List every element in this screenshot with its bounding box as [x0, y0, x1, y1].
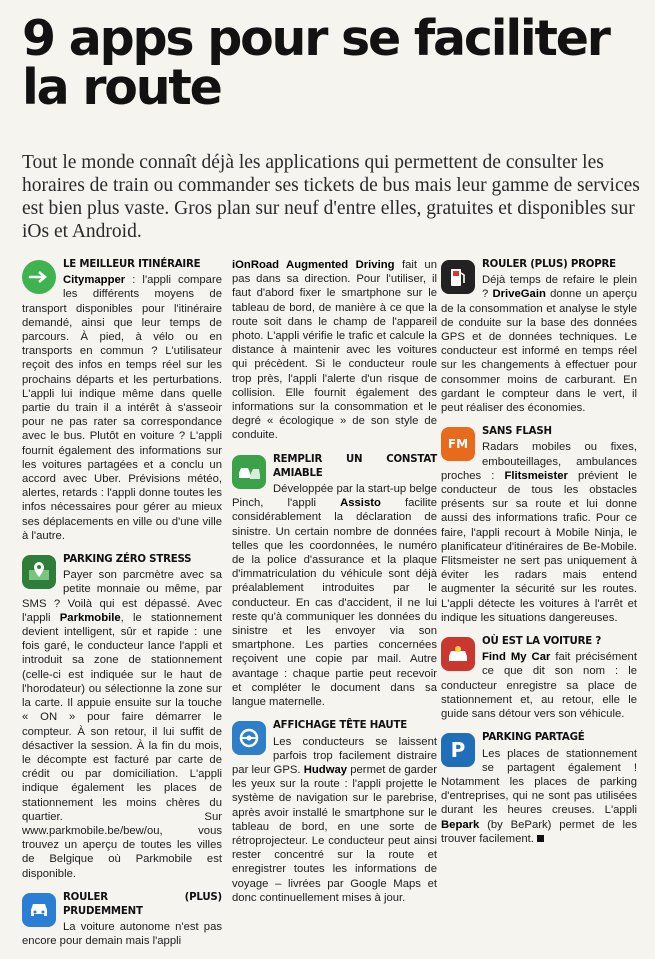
- app-name: iOnRoad Augmented Driving: [232, 259, 395, 271]
- section-text: fait précisément ce que dit son nom : le conducteur enregistre sa place de stationnement et, au retour, elle le guide sans détour vers son véhicule.: [441, 651, 637, 721]
- app-name: Assisto: [340, 497, 381, 510]
- section-title: AFFICHAGE TÊTE HAUTE: [273, 720, 407, 732]
- section-title: REMPLIR UN CONSTAT AMIABLE: [273, 453, 437, 479]
- steering-icon: [232, 721, 266, 755]
- prudent-section: [22, 891, 222, 949]
- section-text: (by BePark) permet de les trouver facilement.: [441, 818, 637, 845]
- app-name: DriveGain: [492, 288, 546, 301]
- ionroad-section: [232, 258, 437, 443]
- end-mark: [537, 835, 544, 842]
- section-title: LE MEILLEUR ITINÉRAIRE: [63, 259, 201, 270]
- section-text: fait un pas dans sa direction. Pour l'utiliser, il faut d'abord fixer le smartphone sur le tableau de bord, de manière à ce que la route soit dans le champ de l'appareil photo. L'appli vérifie le trafic et calcule la distance à maintenir avec les voitures qui précèdent. Si le conducteur roule trop près, l'appli l'alerte d'un risque de collision. Elle fournit également des informations sur la consommation et le degré « écologique » de son style de conduite.: [232, 259, 437, 442]
- assisto-section: [232, 453, 437, 710]
- column-3: [441, 258, 637, 856]
- section-intro: Les places de stationnement se partagent également ! Notamment les places de parking d'entreprises, qui ne sont pas utilisées durant les heures creuses. L'appli: [441, 747, 637, 817]
- section-title: ROULER (PLUS) PRUDEMMENT: [63, 891, 222, 917]
- hudway-section: [232, 719, 437, 905]
- car-icon: [22, 893, 56, 927]
- section-text: La voiture autonome n'est pas encore pour demain mais l'appli: [22, 921, 222, 948]
- lead-paragraph: Tout le monde connaît déjà les applications qui permettent de consulter les horaires de train ou commander ses tickets de bus mais leur gamme de services est bien plus vaste. Gros plan sur neuf d'entre elles, gratuites et disponibles sur iOs et Android.: [22, 152, 640, 242]
- app-name: Hudway: [303, 763, 348, 776]
- app-name: Find My Car: [482, 651, 551, 664]
- column-1: [22, 258, 222, 959]
- bepark-section: [441, 731, 637, 846]
- section-title: OÙ EST LA VOITURE ?: [482, 636, 602, 648]
- section-text: : l'appli compare les différents moyens de transport disponibles pour l'itinéraire demandé, ainsi que leur temps de parcours. À pied, à vélo ou en transports en commun ? L'utilisateur reçoit des infos en temps réel sur les prochains départs et les perturbations. L'appli lui indique même dans quelle partie du train il a intérêt à s'asseoir pour ne pas rater sa correspondance avec le bus. Plutôt en voiture ? L'appli fournit également des informations sur les voitures partagées et a conclu un accord avec Uber. Prévisions météo, alertes, retards : l'appli donne toutes les infos nécessaires pour gérer au mieux ses déplacements en ville ou d'une ville à l'autre.: [22, 274, 222, 542]
- drivegain-section: [441, 258, 637, 415]
- fuel-pump-icon: [441, 260, 475, 294]
- app-name: Flitsmeister: [504, 469, 568, 482]
- car-crash-icon: [232, 455, 266, 489]
- section-text: , le stationnement devient intelligent, sûr et rapide : une fois garé, le conducteur lance l'appli et introduit sa zone de stationnement (celle-ci est indiquée sur le haut de l'horodateur) ou sélectionne la zone sur la carte. Il appuie ensuite sur la touche « ON » pour faire démarrer le compteur. À son retour, il lui suffit de désactiver la session. À la fin du mois, le décompte est facturé par carte de crédit ou par domiciliation. L'appli indique également les places de stationnement les moins chères du quartier. Sur www.parkmobile.be/bew/ou, vous trouvez un aperçu de toutes les villes de Belgique où Parkmobile est disponible.: [22, 611, 222, 880]
- section-intro: Déjà temps de refaire le plein ?: [482, 274, 637, 301]
- page-title: 9 apps pour se faciliter la route: [22, 10, 609, 116]
- section-text: donne un aperçu de la consommation et analyse le style de conduite sur la base des données GPS et de données techniques. Le conducteur est informé en temps réel sur les changements à effectuer pour consommer moins de carburant. En gardant le compteur dans le vert, il peut réaliser des économies.: [441, 288, 638, 415]
- section-intro: Radars mobiles ou fixes, embouteillages, ambulances proches :: [441, 441, 637, 482]
- citymapper-section: [22, 258, 222, 543]
- app-name: Citymapper: [63, 274, 126, 287]
- fm-icon-text: FM: [447, 437, 469, 452]
- section-intro: Les conducteurs se laissent parfois trop facilement distraire par leur GPS.: [232, 735, 437, 776]
- arrow-icon: [22, 260, 56, 294]
- section-text: permet de garder les yeux sur la route : l'appli projette le système de navigation sur le parebrise, après avoir installé le smartphone sur le tableau de bord, en une sorte de rétroprojecteur. Le conducteur peut ainsi rester concentré sur la route et enregistrer toutes les informations de voyage – livrées par Google Maps et donc continuellement mises à jour.: [232, 763, 437, 904]
- section-title: PARKING ZÉRO STRESS: [63, 554, 192, 566]
- parking-icon-text: P: [450, 738, 466, 763]
- parking-icon: [441, 733, 475, 767]
- section-title: PARKING PARTAGÉ: [482, 732, 585, 744]
- flitsmeister-section: [441, 425, 637, 625]
- section-text: prévient le conducteur de tous les obstacles présents sur sa route et lui donne aussi des informations trafic. Pour ce faire, l'appli recourt à Mobile Ninja, le planificateur d'itinéraires de Be-Mobile. Flitsmeister ne sert pas uniquement à éviter les radars mais entend augmenter la sécurité sur les routes. L'appli détecte les voitures à l'arrêt et indique les situations dangereuses.: [441, 469, 638, 624]
- section-intro: Payer son parcmètre avec sa petite monnaie ou même, par SMS ? Voilà qui est dépassé. Avec l'appli: [22, 569, 222, 624]
- fm-icon: [441, 427, 475, 461]
- section-title: SANS FLASH: [482, 426, 552, 438]
- parkmobile-section: [22, 553, 222, 881]
- app-name: Parkmobile: [59, 611, 121, 624]
- section-intro: Développée par la start-up belge Pinch, l'appli: [232, 483, 437, 510]
- findmycar-section: [441, 635, 637, 721]
- section-title: ROULER (PLUS) PROPRE: [482, 259, 616, 270]
- column-2: [232, 258, 437, 915]
- map-pin-icon: [22, 555, 56, 589]
- section-text: facilite considérablement la déclaration de sinistre. Un certain nombre de données telles que les coordonnées, le numéro de la police d'assurance et la plaque d'immatriculation du véhicule sont déjà préalablement introduites par le conducteur. En cas d'accident, il ne lui reste qu'à communiquer les données du sinistre et les envoyer via son smartphone. Les parties concernées reçoivent une copie par mail. Autre avantage : chaque partie peut recevoir et compléter le document dans sa langue maternelle.: [232, 497, 437, 709]
- app-name: Bepark: [441, 818, 480, 831]
- car-location-icon: [441, 637, 475, 671]
